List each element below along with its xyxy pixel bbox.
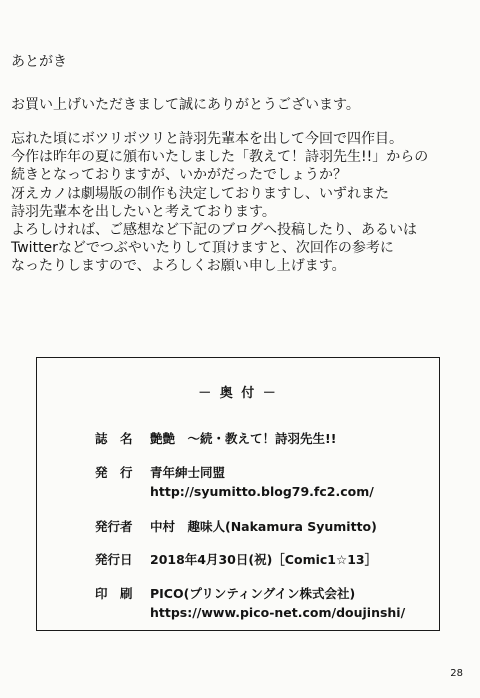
row-label: 誌 名 bbox=[95, 431, 133, 446]
colophon-title: － 奥 付 － bbox=[198, 386, 278, 401]
colophon-row-printer bbox=[95, 585, 406, 620]
afterword-line: なったりしますので、よろしくお願い申し上げます。 bbox=[11, 258, 346, 275]
afterword-line: Twitterなどでつぶやいたりして頂けますと、次回作の参考に bbox=[11, 240, 394, 257]
thanks-line: お買い上げいただきまして誠にありがとうございます。 bbox=[11, 97, 360, 113]
colophon-row-issuer bbox=[95, 518, 377, 535]
afterword-line: 続きとなっておりますが、いかがだったでしょうか？ bbox=[11, 167, 347, 184]
colophon-box bbox=[36, 357, 440, 631]
row-value: 2018年4月30日(祝)［Comic1☆13］ bbox=[150, 552, 378, 567]
afterword-line: 忘れた頃にボツリボツリと詩羽先輩本を出して今回で四作目。 bbox=[11, 131, 403, 147]
row-value: 青年紳士同盟 bbox=[150, 465, 226, 480]
colophon-row-date bbox=[95, 551, 377, 568]
afterword-body bbox=[11, 130, 428, 276]
row-value: 中村 趣味人(Nakamura Syumitto) bbox=[150, 519, 377, 534]
afterword-line: 詩羽先輩本を出したいと考えております。 bbox=[11, 203, 276, 220]
row-label: 発行日 bbox=[95, 552, 133, 567]
afterword-line: よろしければ、ご感想など下記のブログへ投稿したり、あるいは bbox=[11, 222, 417, 239]
printer-url: https://www.pico-net.com/doujinshi/ bbox=[150, 605, 406, 620]
publisher-url: http://syumitto.blog79.fc2.com/ bbox=[150, 484, 374, 499]
page-number: 28 bbox=[450, 668, 463, 679]
row-label: 発行者 bbox=[95, 519, 133, 534]
afterword-line: 冴えカノは劇場版の制作も決定しておりますし、いずれまた bbox=[11, 185, 389, 202]
row-value: 艶艶 ～続・教えて！詩羽先生!! bbox=[150, 431, 337, 446]
row-value: PICO(プリンティングイン株式会社) bbox=[150, 586, 356, 601]
afterword-heading: あとがき bbox=[11, 54, 67, 70]
afterword-line: 今作は昨年の夏に頒布いたしました「教えて！詩羽先生!!」からの bbox=[11, 149, 429, 166]
row-label: 印 刷 bbox=[95, 586, 133, 601]
colophon-row-title bbox=[95, 430, 336, 447]
row-label: 発 行 bbox=[95, 465, 133, 480]
colophon-row-publisher bbox=[95, 464, 374, 499]
